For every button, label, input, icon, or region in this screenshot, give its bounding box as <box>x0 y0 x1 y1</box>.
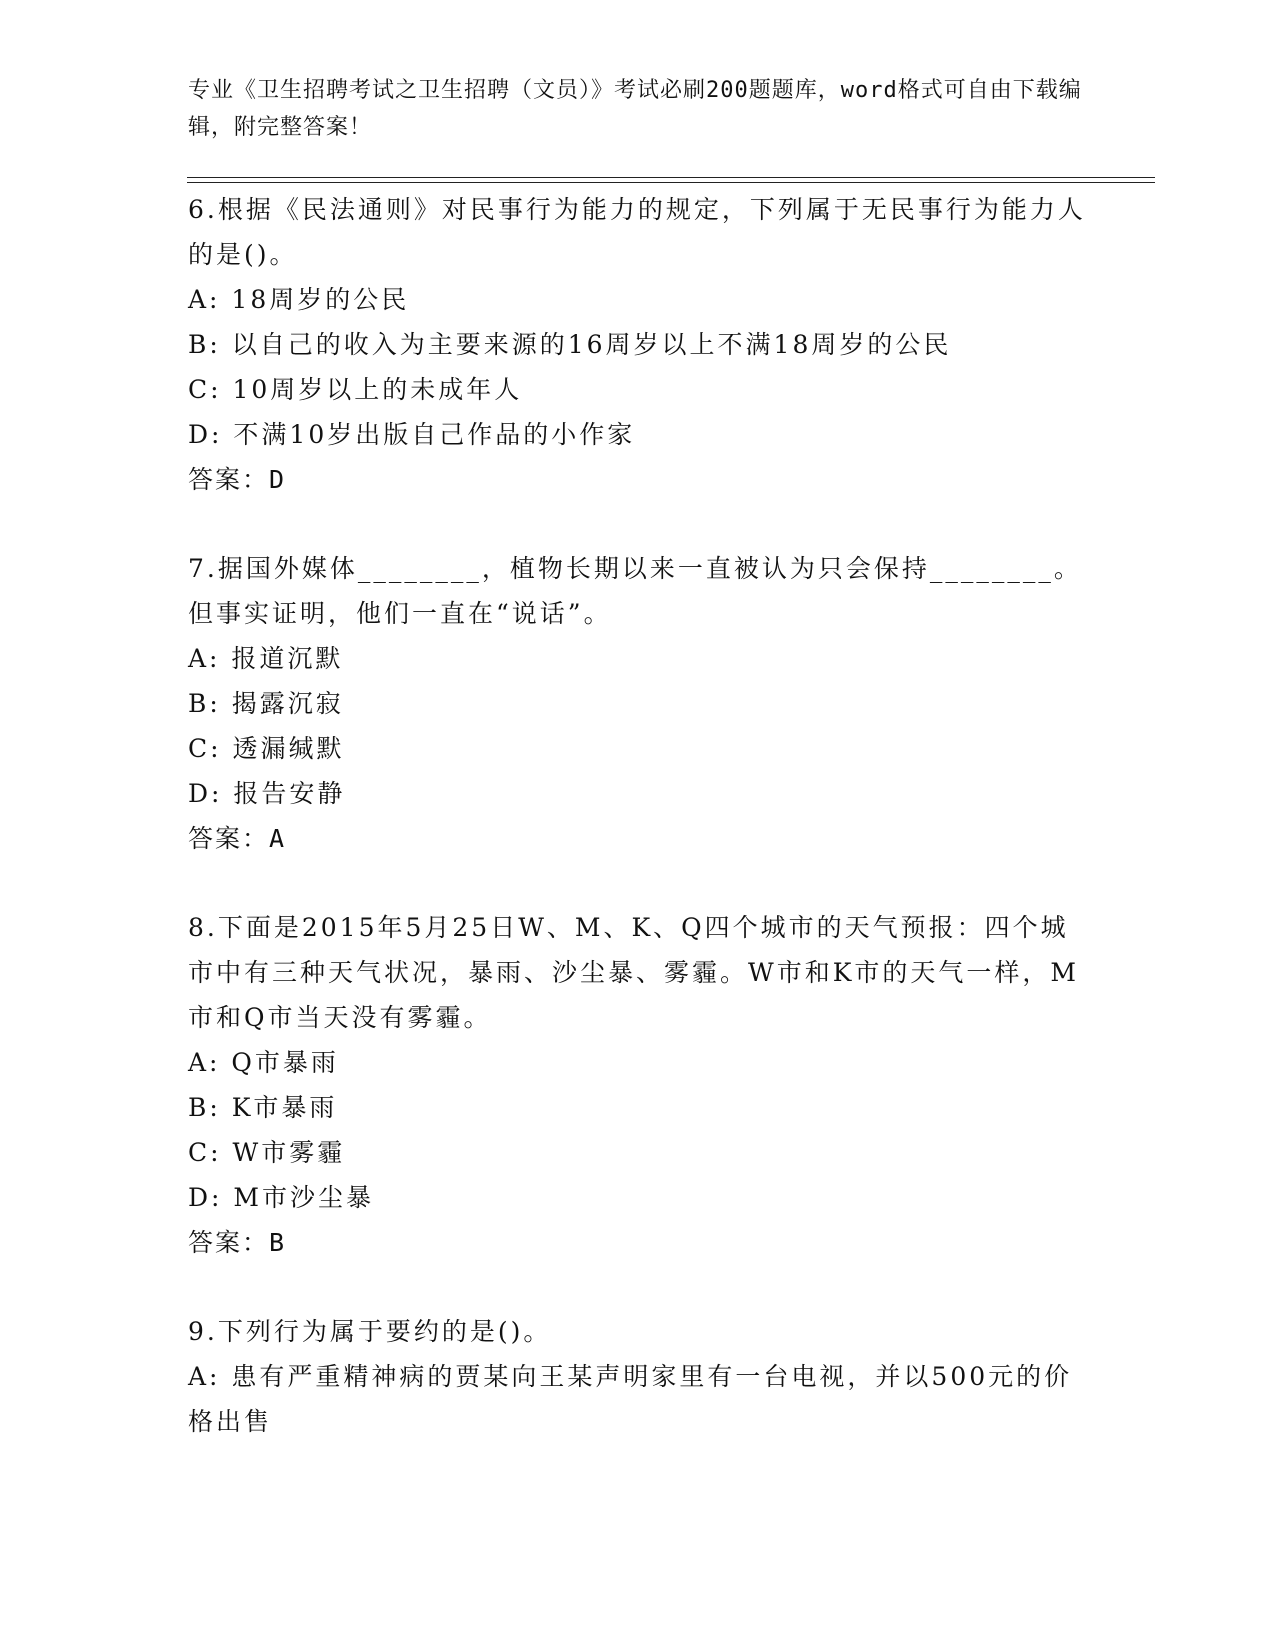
option-d: D: 不满10岁出版自己作品的小作家 <box>188 420 636 449</box>
question-list <box>188 187 1088 1488</box>
option-a: A: 18周岁的公民 <box>188 285 410 314</box>
option-a: A: 患有严重精神病的贾某向王某声明家里有一台电视，并以500元的价格出售 <box>188 1362 1073 1436</box>
option-b: B: K市暴雨 <box>188 1093 338 1122</box>
option-c: C: 10周岁以上的未成年人 <box>188 375 523 404</box>
question-stem: 8.下面是2015年5月25日W、M、K、Q四个城市的天气预报：四个城市中有三种天气状况，暴雨、沙尘暴、雾霾。W市和K市的天气一样，M市和Q市当天没有雾霾。 <box>188 913 1079 1032</box>
document-header: 专业《卫生招聘考试之卫生招聘（文员）》考试必刷200题题库，word格式可自由下载编辑，附完整答案！ <box>188 78 1082 140</box>
header-divider <box>187 177 1155 183</box>
option-a: A: 报道沉默 <box>188 644 344 673</box>
option-b: B: 揭露沉寂 <box>188 689 344 718</box>
option-d: D: M市沙尘暴 <box>188 1183 375 1212</box>
document-page <box>188 72 1088 146</box>
question-9 <box>188 1309 1088 1444</box>
option-d: D: 报告安静 <box>188 779 346 808</box>
option-a: A: Q市暴雨 <box>188 1048 339 1077</box>
question-stem: 7.据国外媒体________，植物长期以来一直被认为只会保持________。但事实证明，他们一直在“说话”。 <box>188 554 1082 628</box>
option-b: B: 以自己的收入为主要来源的16周岁以上不满18周岁的公民 <box>188 330 952 359</box>
answer: 答案：A <box>188 824 287 853</box>
question-stem: 9.下列行为属于要约的是()。 <box>188 1317 552 1346</box>
question-stem: 6.根据《民法通则》对民事行为能力的规定，下列属于无民事行为能力人的是()。 <box>188 195 1086 269</box>
answer: 答案：D <box>188 465 287 494</box>
question-6 <box>188 187 1088 502</box>
option-c: C: 透漏缄默 <box>188 734 345 763</box>
answer: 答案：B <box>188 1228 287 1257</box>
question-8 <box>188 905 1088 1265</box>
option-c: C: W市雾霾 <box>188 1138 346 1167</box>
question-7 <box>188 546 1088 861</box>
